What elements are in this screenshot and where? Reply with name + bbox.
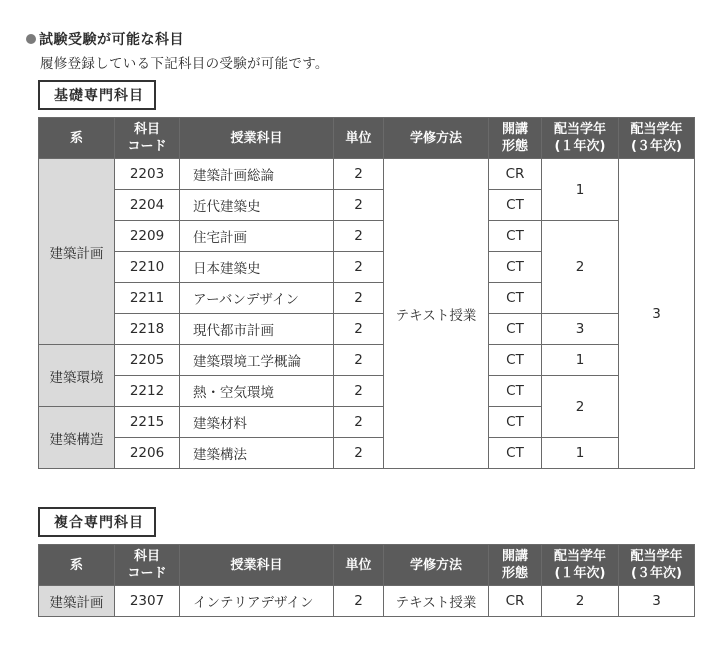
group-cell: 建築計画 (39, 159, 115, 345)
code-cell: 2209 (115, 221, 180, 252)
code-cell: 2205 (115, 345, 180, 376)
table-row (39, 221, 695, 252)
header-subject: 授業科目 (180, 118, 334, 159)
header-kei: 系 (39, 545, 115, 586)
heading-text: 試験受験が可能な科目 (39, 32, 184, 48)
units-cell: 2 (334, 376, 384, 407)
header-year1: 配当学年 (１年次) (542, 118, 619, 159)
code-cell: 2210 (115, 252, 180, 283)
subject-cell: インテリアデザイン (180, 586, 334, 617)
section1-table (38, 117, 695, 469)
table-header-row (39, 545, 695, 586)
units-cell: 2 (334, 159, 384, 190)
subject-cell: 近代建築史 (180, 190, 334, 221)
table-header-row (39, 118, 695, 159)
table-row (39, 159, 695, 190)
code-cell: 2212 (115, 376, 180, 407)
subject-cell: アーバンデザイン (180, 283, 334, 314)
form-cell: CT (489, 283, 542, 314)
units-cell: 2 (334, 221, 384, 252)
units-cell: 2 (334, 586, 384, 617)
table-row (39, 345, 695, 376)
units-cell: 2 (334, 252, 384, 283)
header-units: 単位 (334, 118, 384, 159)
code-cell: 2204 (115, 190, 180, 221)
year1-cell: 1 (542, 345, 619, 376)
form-cell: CT (489, 407, 542, 438)
code-cell: 2218 (115, 314, 180, 345)
header-units: 単位 (334, 545, 384, 586)
code-cell: 2211 (115, 283, 180, 314)
group-cell: 建築計画 (39, 586, 115, 617)
subject-cell: 日本建築史 (180, 252, 334, 283)
units-cell: 2 (334, 283, 384, 314)
units-cell: 2 (334, 438, 384, 469)
year1-cell: 2 (542, 586, 619, 617)
subject-cell: 建築環境工学概論 (180, 345, 334, 376)
header-year3: 配当学年 (３年次) (619, 545, 695, 586)
table-row (39, 376, 695, 407)
year1-cell: 2 (542, 221, 619, 314)
section1-title: 基礎専門科目 (38, 80, 156, 110)
header-year1: 配当学年 (１年次) (542, 545, 619, 586)
form-cell: CR (489, 586, 542, 617)
subject-cell: 熱・空気環境 (180, 376, 334, 407)
code-cell: 2206 (115, 438, 180, 469)
form-cell: CT (489, 252, 542, 283)
form-cell: CT (489, 190, 542, 221)
section2-title: 複合専門科目 (38, 507, 156, 537)
year3-cell: 3 (619, 586, 695, 617)
note-text: 履修登録している下記科目の受験が可能です。 (40, 56, 329, 72)
table-row (39, 586, 695, 617)
code-cell: 2307 (115, 586, 180, 617)
units-cell: 2 (334, 407, 384, 438)
subject-cell: 住宅計画 (180, 221, 334, 252)
form-cell: CT (489, 376, 542, 407)
table-row (39, 438, 695, 469)
year1-cell: 3 (542, 314, 619, 345)
code-cell: 2215 (115, 407, 180, 438)
year1-cell: 1 (542, 159, 619, 221)
subject-cell: 現代都市計画 (180, 314, 334, 345)
units-cell: 2 (334, 314, 384, 345)
table-row (39, 314, 695, 345)
subject-cell: 建築計画総論 (180, 159, 334, 190)
units-cell: 2 (334, 190, 384, 221)
section2-table (38, 544, 695, 617)
header-form: 開講 形態 (489, 118, 542, 159)
header-method: 学修方法 (384, 118, 489, 159)
heading (26, 29, 184, 49)
form-cell: CR (489, 159, 542, 190)
subject-cell: 建築構法 (180, 438, 334, 469)
header-code: 科目 コード (115, 118, 180, 159)
method-cell: テキスト授業 (384, 159, 489, 469)
form-cell: CT (489, 438, 542, 469)
header-kei: 系 (39, 118, 115, 159)
form-cell: CT (489, 221, 542, 252)
header-year3: 配当学年 (３年次) (619, 118, 695, 159)
subject-cell: 建築材料 (180, 407, 334, 438)
header-code: 科目 コード (115, 545, 180, 586)
form-cell: CT (489, 345, 542, 376)
bullet-icon (26, 34, 36, 44)
header-subject: 授業科目 (180, 545, 334, 586)
year1-cell: 1 (542, 438, 619, 469)
units-cell: 2 (334, 345, 384, 376)
group-cell: 建築環境 (39, 345, 115, 407)
year3-cell: 3 (619, 159, 695, 469)
form-cell: CT (489, 314, 542, 345)
group-cell: 建築構造 (39, 407, 115, 469)
header-form: 開講 形態 (489, 545, 542, 586)
method-cell: テキスト授業 (384, 586, 489, 617)
code-cell: 2203 (115, 159, 180, 190)
header-method: 学修方法 (384, 545, 489, 586)
year1-cell: 2 (542, 376, 619, 438)
